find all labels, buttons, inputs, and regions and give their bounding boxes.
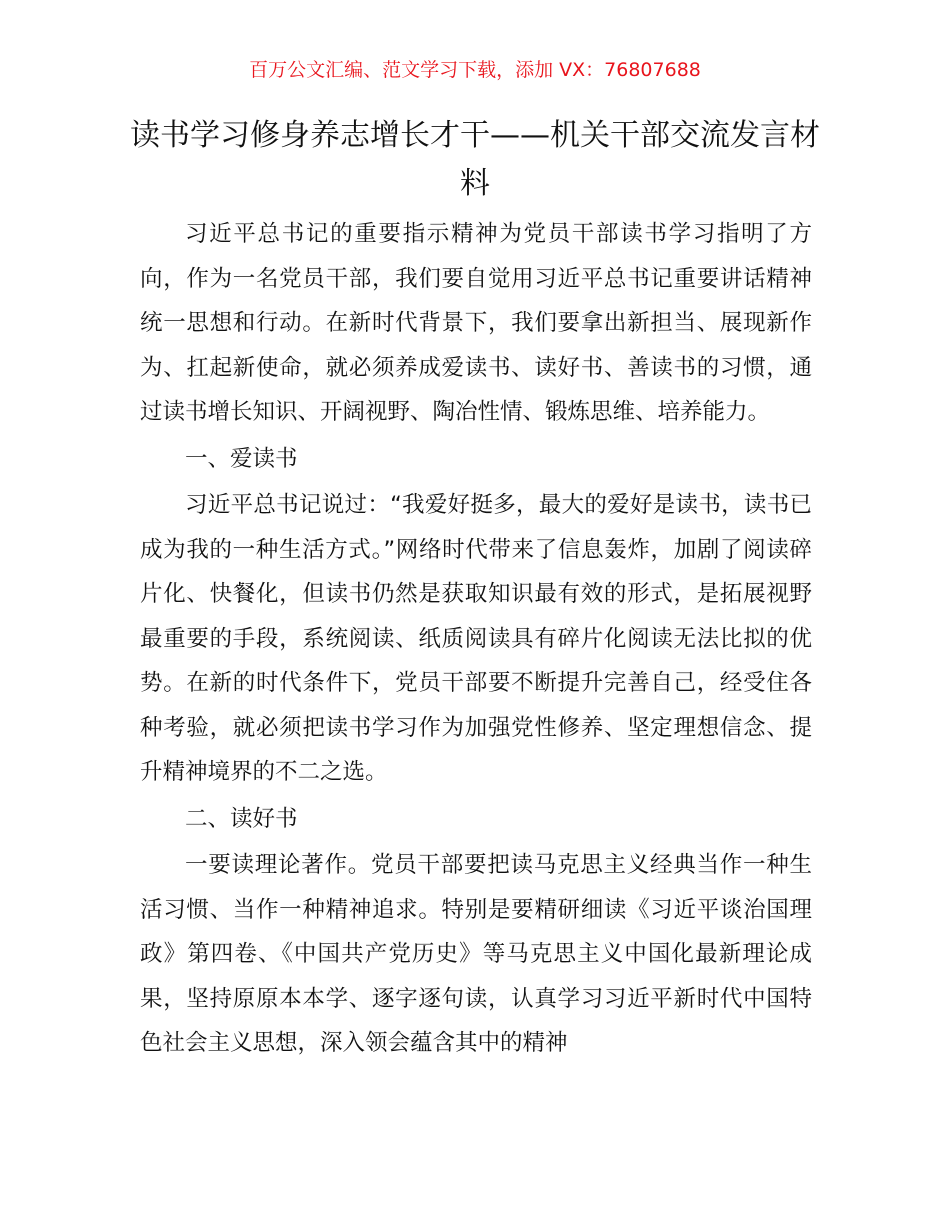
paragraph-theory-works: 一要读理论著作。党员干部要把读马克思主义经典当作一种生活习惯、当作一种精神追求。特别是要精研细读《习近平谈治国理政》第四卷、《中国共产党历史》等马克思主义中国化最新理论成果，坚持原原本本学、逐字逐句读，认真学习习近平新时代中国特色社会主义思想，深入领会蕴含其中的精神	[140, 852, 812, 1056]
section-heading-read-good-books: 二、读好书	[185, 805, 298, 832]
paragraph-intro: 习近平总书记的重要指示精神为党员干部读书学习指明了方向，作为一名党员干部，我们要自觉用习近平总书记重要讲话精神统一思想和行动。在新时代背景下，我们要拿出新担当、展现新作为、扛起新使命，就必须养成爱读书、读好书、善读书的习惯，通过读书增长知识、开阔视野、陶冶性情、锻炼思维、培养能力。	[140, 221, 812, 425]
document-body	[140, 212, 812, 1066]
section-heading-love-reading: 一、爱读书	[185, 445, 298, 472]
paragraph-love-reading: 习近平总书记说过：“我爱好挺多，最大的爱好是读书，读书已成为我的一种生活方式。”网络时代带来了信息轰炸，加剧了阅读碎片化、快餐化，但读书仍然是获取知识最有效的形式，是拓展视野最重要的手段，系统阅读、纸质阅读具有碎片化阅读无法比拟的优势。在新的时代条件下，党员干部要不断提升完善自己，经受住各种考验，就必须把读书学习作为加强党性修养、坚定理想信念、提升精神境界的不二之选。	[140, 492, 812, 785]
watermark-header-note: 百万公文汇编、范文学习下载，添加 VX：76807688	[249, 59, 701, 81]
document-title: 读书学习修身养志增长才干——机关干部交流发言材料	[130, 118, 820, 201]
